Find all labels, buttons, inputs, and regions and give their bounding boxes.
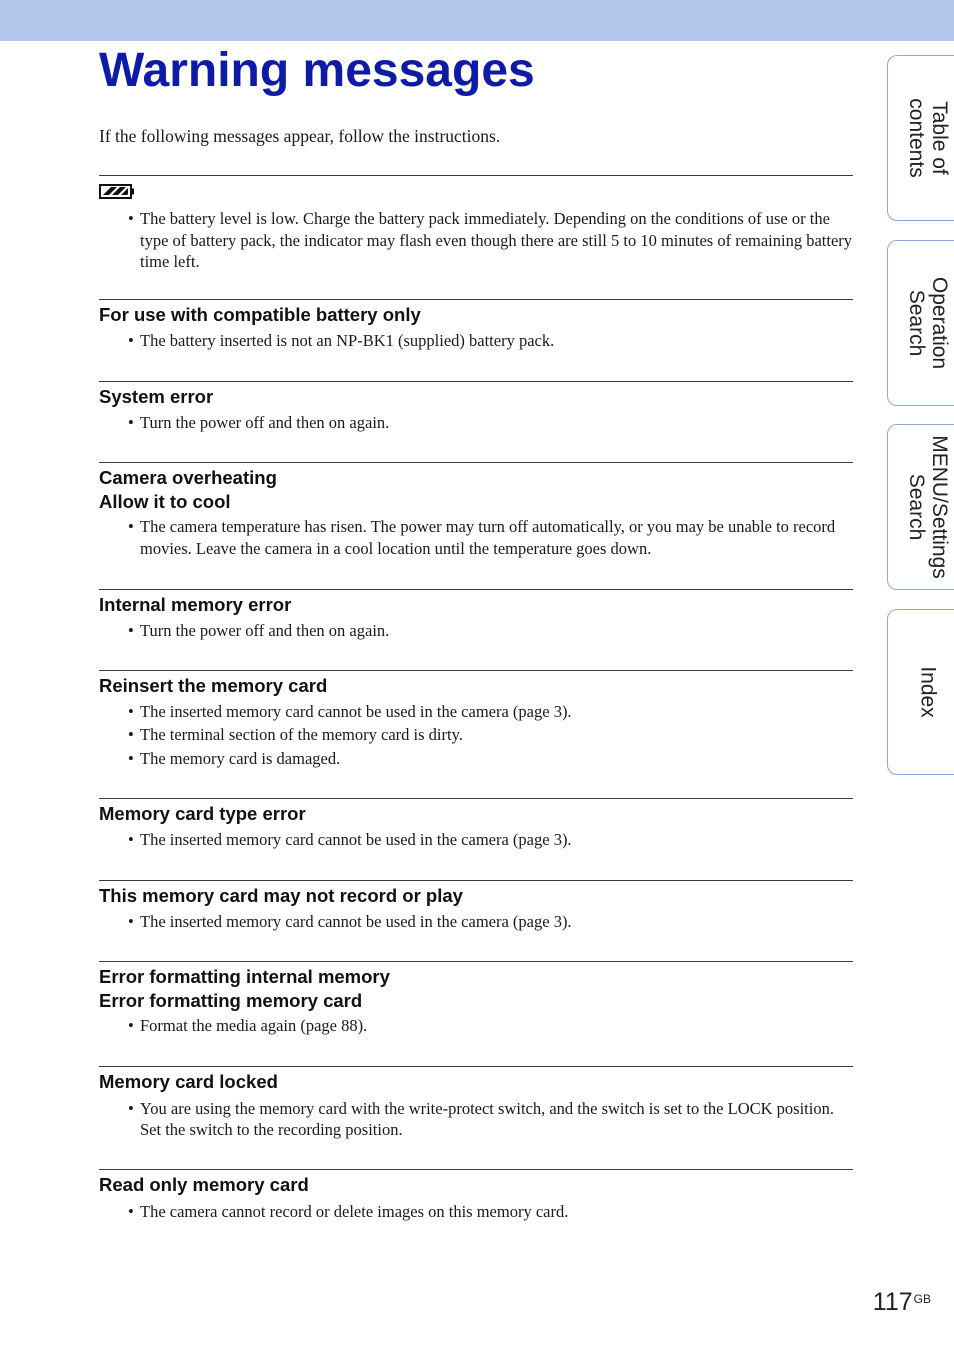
section-heading: Memory card locked bbox=[99, 1071, 278, 1092]
list-item: • The battery level is low. Charge the battery pack immediately. Depending on the conditions of use or the type of battery pack, the indicator may flash even though there are still 5 to 10 minutes of remaining battery time left. bbox=[128, 209, 853, 271]
tab-label: Index bbox=[916, 666, 940, 718]
tab-label: Table of contents bbox=[905, 98, 951, 178]
bullet: • bbox=[128, 1016, 134, 1035]
page-title: Warning messages bbox=[99, 44, 535, 97]
section-may-not-record bbox=[99, 880, 853, 932]
list-item: • The inserted memory card cannot be used in the camera (page 3). bbox=[128, 911, 572, 931]
section-heading: Memory card type error bbox=[99, 803, 306, 824]
bullet: • bbox=[128, 748, 134, 768]
section-reinsert-memory-card bbox=[99, 670, 853, 769]
section-low-battery bbox=[99, 175, 853, 273]
section-camera-overheating bbox=[99, 462, 853, 559]
section-read-only-card bbox=[99, 1169, 853, 1222]
tab-operation-search[interactable] bbox=[887, 240, 954, 406]
bullet: • bbox=[128, 1098, 134, 1118]
section-internal-memory-error bbox=[99, 589, 853, 641]
list-item: • The terminal section of the memory card is dirty. bbox=[128, 725, 463, 744]
low-battery-icon bbox=[99, 182, 135, 200]
section-system-error bbox=[99, 381, 853, 433]
section-heading-line2: Allow it to cool bbox=[99, 490, 231, 512]
page-suffix: GB bbox=[913, 1292, 931, 1306]
bullet: • bbox=[128, 330, 134, 350]
header-band bbox=[0, 0, 954, 41]
section-heading: Internal memory error bbox=[99, 594, 292, 615]
section-heading: For use with compatible battery only bbox=[99, 304, 421, 325]
list-item: • The camera cannot record or delete images on this memory card. bbox=[128, 1201, 569, 1221]
bullet: • bbox=[128, 701, 134, 721]
section-heading: Camera overheating bbox=[99, 467, 277, 488]
bullet: • bbox=[128, 1201, 134, 1221]
list-item: • The inserted memory card cannot be used in the camera (page 3). bbox=[128, 701, 572, 721]
section-heading-line2: Error formatting memory card bbox=[99, 989, 363, 1011]
bullet: • bbox=[128, 412, 134, 432]
intro-text: If the following messages appear, follow the instructions. bbox=[99, 126, 501, 146]
list-item: • The camera temperature has risen. The power may turn off automatically, or you may be unable to record movies. Leave the camera in a cool location until the temperature goes down. bbox=[128, 517, 836, 558]
section-heading: This memory card may not record or play bbox=[99, 885, 463, 906]
page-number: $117^{GB}$ bbox=[872, 1288, 931, 1316]
bullet: • bbox=[128, 911, 134, 931]
list-item: • Turn the power off and then on again. bbox=[128, 620, 390, 640]
bullet: • bbox=[128, 209, 134, 228]
bullet: • bbox=[128, 517, 134, 536]
list-item: • The memory card is damaged. bbox=[128, 748, 341, 768]
section-compatible-battery bbox=[99, 299, 853, 351]
section-heading: System error bbox=[99, 386, 214, 407]
section-memory-card-type-error bbox=[99, 798, 853, 850]
list-item: • The inserted memory card cannot be used in the camera (page 3). bbox=[128, 829, 572, 849]
list-item: • You are using the memory card with the write-protect switch, and the switch is set to the LOCK position. Set the switch to the recording position. bbox=[128, 1098, 834, 1139]
section-heading: Error formatting internal memory bbox=[99, 966, 390, 987]
section-heading: Read only memory card bbox=[99, 1174, 309, 1195]
bullet: • bbox=[128, 829, 134, 849]
tab-menu-settings-search[interactable] bbox=[887, 424, 954, 590]
tab-index[interactable] bbox=[887, 609, 954, 775]
list-item: • Format the media again (page 88). bbox=[128, 1016, 368, 1035]
tab-table-of-contents[interactable] bbox=[887, 55, 954, 221]
tab-label: MENU/Settings Search bbox=[905, 435, 951, 579]
section-error-formatting bbox=[99, 961, 853, 1037]
bullet: • bbox=[128, 725, 134, 744]
list-item: • Turn the power off and then on again. bbox=[128, 412, 390, 432]
section-memory-card-locked bbox=[99, 1066, 853, 1141]
list-item: • The battery inserted is not an NP-BK1 (supplied) battery pack. bbox=[128, 330, 555, 350]
section-heading: Reinsert the memory card bbox=[99, 675, 328, 696]
bullet: • bbox=[128, 620, 134, 640]
tab-label: Operation Search bbox=[905, 276, 951, 370]
